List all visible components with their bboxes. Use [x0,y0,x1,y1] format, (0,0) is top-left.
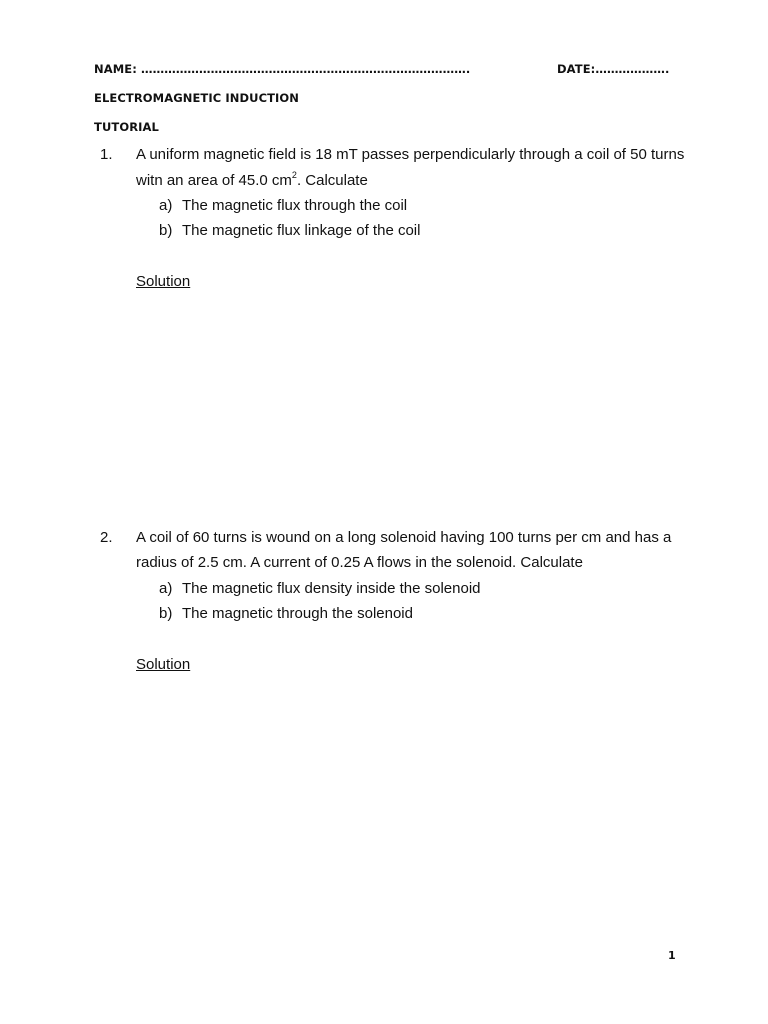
part-label: a) [159,580,173,597]
question-text-line: radius of 2.5 cm. A current of 0.25 A flows in the solenoid. Calculate [136,554,583,571]
document-title: ELECTROMAGNETIC INDUCTION [94,91,300,105]
date-field-label: DATE:………………. [557,62,670,76]
solution-heading: Solution [136,273,191,290]
question-text-fragment: . Calculate [296,172,368,189]
part-label: b) [159,605,173,622]
question-number: 1. [100,146,113,163]
question-text-line [136,172,368,189]
part-text: The magnetic through the solenoid [182,605,413,622]
document-subtitle: TUTORIAL [94,120,159,134]
solution-heading: Solution [136,656,191,673]
question-text-line: A coil of 60 turns is wound on a long solenoid having 100 turns per cm and has a [136,529,672,546]
part-label: a) [159,197,173,214]
question-text-line: A uniform magnetic field is 18 mT passes perpendicularly through a coil of 50 turns [136,146,685,163]
question-number: 2. [100,529,113,546]
part-text: The magnetic flux through the coil [182,197,408,214]
page-number: 1 [668,949,676,962]
superscript: 2 [291,170,297,180]
question-text-fragment: witn an area of 45.0 cm [136,172,292,189]
name-field-label: NAME: …………………………………………………………………………. [94,62,471,76]
part-text: The magnetic flux density inside the solenoid [182,580,481,597]
part-label: b) [159,222,173,239]
part-text: The magnetic flux linkage of the coil [182,222,421,239]
